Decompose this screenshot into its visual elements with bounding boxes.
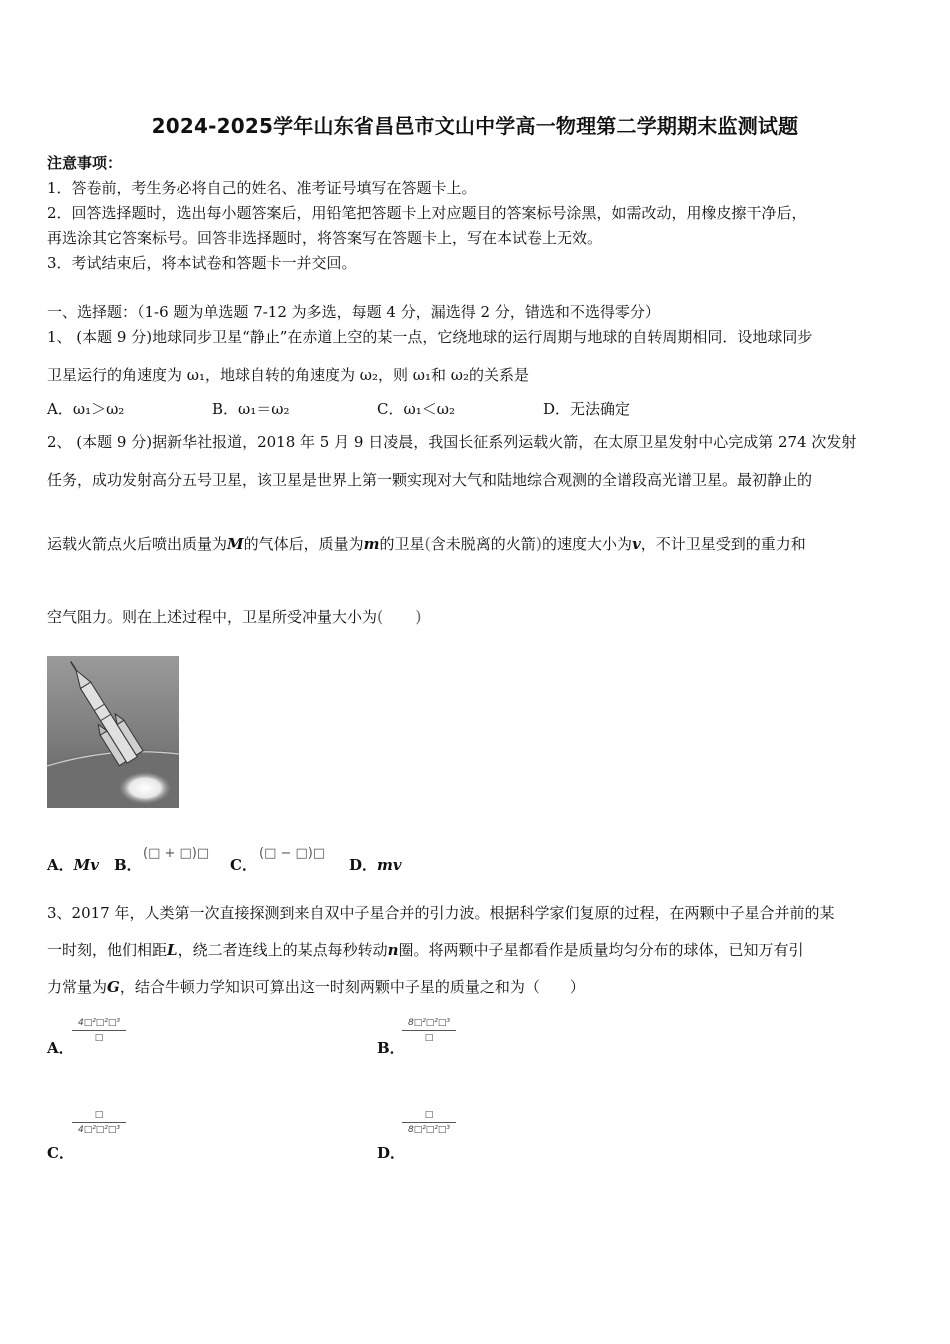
denominator: □ (424, 1033, 434, 1043)
q3-stem-line2 (47, 940, 804, 960)
q2-option-c-formula: (□ − □)□ (259, 846, 326, 861)
text: ，不计卫星受到的重力和 (640, 535, 806, 553)
page-title: 2024-2025学年山东省昌邑市文山中学高一物理第二学期期末监测试题 (151, 114, 799, 138)
q2-stem-line1: 2、 (本题 9 分)据新华社报道，2018 年 5 月 9 日凌晨，我国长征系列运载火箭，在太原卫星发射中心完成第 274 次发射 (47, 433, 857, 451)
text: 的气体后，质量为 (243, 535, 364, 553)
numerator: 4□²□²□³ (72, 1018, 126, 1031)
q1-option-a: A．ω₁＞ω₂ (47, 400, 125, 418)
text: 的速度大小为 (542, 535, 633, 553)
q1-option-b: B．ω₁＝ω₂ (212, 400, 290, 418)
q3-option-c-fraction (72, 1110, 126, 1135)
var-m: m (363, 535, 380, 553)
var-v: v (632, 535, 641, 553)
paren-close-glyph: ) (535, 534, 543, 553)
option-letter: A． (47, 856, 74, 874)
option-value: mv (377, 856, 402, 874)
notice-item: 2．回答选择题时，选出每小题答案后，用铅笔把答题卡上对应题目的答案标号涂黑，如需改动，用橡皮擦干净后， (47, 204, 807, 222)
q3-option-d-fraction (402, 1110, 456, 1135)
text: ，结合牛顿力学知识可算出这一时刻两颗中子星的质量之和为（ ） (119, 978, 585, 996)
denominator: 8□²□²□³ (407, 1125, 451, 1135)
text: ，绕二者连线上的某点每秒转动 (177, 941, 388, 959)
exhaust-flame (119, 772, 171, 804)
text: 的卫星 (379, 535, 425, 553)
q1-option-d: D．无法确定 (543, 400, 631, 418)
q1-option-c: C．ω₁＜ω₂ (377, 400, 455, 418)
text: 圈。将两颗中子星都看作是质量均匀分布的球体，已知万有引 (398, 941, 804, 959)
notice-item: 3．考试结束后，将本试卷和答题卡一并交回。 (47, 254, 357, 272)
option-letter: B． (114, 856, 142, 874)
text: 空气阻力。则在上述过程中，卫星所受冲量大小为 (47, 608, 378, 626)
q3-stem-line1: 3、2017 年，人类第一次直接探测到来自双中子星合并的引力波。根据科学家们复原的过程，在两颗中子星合并前的某 (47, 904, 835, 922)
q3-option-b-letter: B． (377, 1039, 405, 1057)
paren-open-glyph: ( (424, 534, 431, 553)
notice-heading: 注意事项： (47, 154, 123, 172)
q2-stem-line3 (47, 534, 806, 554)
section-heading: 一、选择题：（1-6 题为单选题 7-12 为多选，每题 4 分，漏选得 2 分，错选和不选得零分） (47, 303, 660, 321)
q3-stem-line3 (47, 977, 585, 997)
paren-text: 含未脱离的火箭 (430, 535, 536, 553)
text: 一时刻，他们相距 (47, 941, 168, 959)
q2-option-d (349, 855, 402, 875)
denominator: □ (94, 1033, 104, 1043)
text: 运载火箭点火后喷出质量为 (47, 535, 228, 553)
text: 力常量为 (47, 978, 108, 996)
var-G: G (107, 978, 120, 996)
q2-stem-line4 (47, 607, 422, 627)
q2-stem-line2: 任务，成功发射高分五号卫星，该卫星是世界上第一颗实现对大气和陆地综合观测的全谱段高光谱卫星。最初静止的 (47, 471, 813, 489)
q2-option-b (114, 855, 142, 875)
q3-option-b-fraction (402, 1018, 456, 1043)
var-L: L (167, 941, 178, 959)
denominator: 4□²□²□³ (77, 1125, 121, 1135)
q3-option-d-letter: D． (377, 1144, 406, 1162)
q2-option-a (47, 855, 99, 875)
numerator: □ (72, 1110, 126, 1123)
numerator: □ (402, 1110, 456, 1123)
option-letter: D． (349, 856, 378, 874)
q2-option-b-formula: (□ + □)□ (143, 846, 210, 861)
q1-stem-line2: 卫星运行的角速度为 ω₁，地球自转的角速度为 ω₂，则 ω₁和 ω₂的关系是 (47, 366, 530, 384)
q3-option-c-letter: C． (47, 1144, 74, 1162)
q2-option-c (230, 855, 257, 875)
notice-item: 1．答卷前，考生务必将自己的姓名、准考证号填写在答题卡上。 (47, 179, 477, 197)
option-letter: C． (230, 856, 257, 874)
var-M: M (227, 535, 244, 553)
notice-item: 再选涂其它答案标号。回答非选择题时，将答案写在答题卡上，写在本试卷上无效。 (47, 229, 603, 247)
rocket-launch-image (47, 656, 179, 808)
q3-option-a-fraction (72, 1018, 126, 1043)
q1-stem-line1: 1、 (本题 9 分)地球同步卫星“静止”在赤道上空的某一点，它绕地球的运行周期与地球的自转周期相同．设地球同步 (47, 328, 813, 346)
q3-option-a-letter: A． (47, 1039, 74, 1057)
numerator: 8□²□²□³ (402, 1018, 456, 1031)
answer-blank-glyph: ( ) (377, 607, 422, 626)
var-n: n (387, 941, 399, 959)
option-value: Mv (73, 856, 99, 874)
